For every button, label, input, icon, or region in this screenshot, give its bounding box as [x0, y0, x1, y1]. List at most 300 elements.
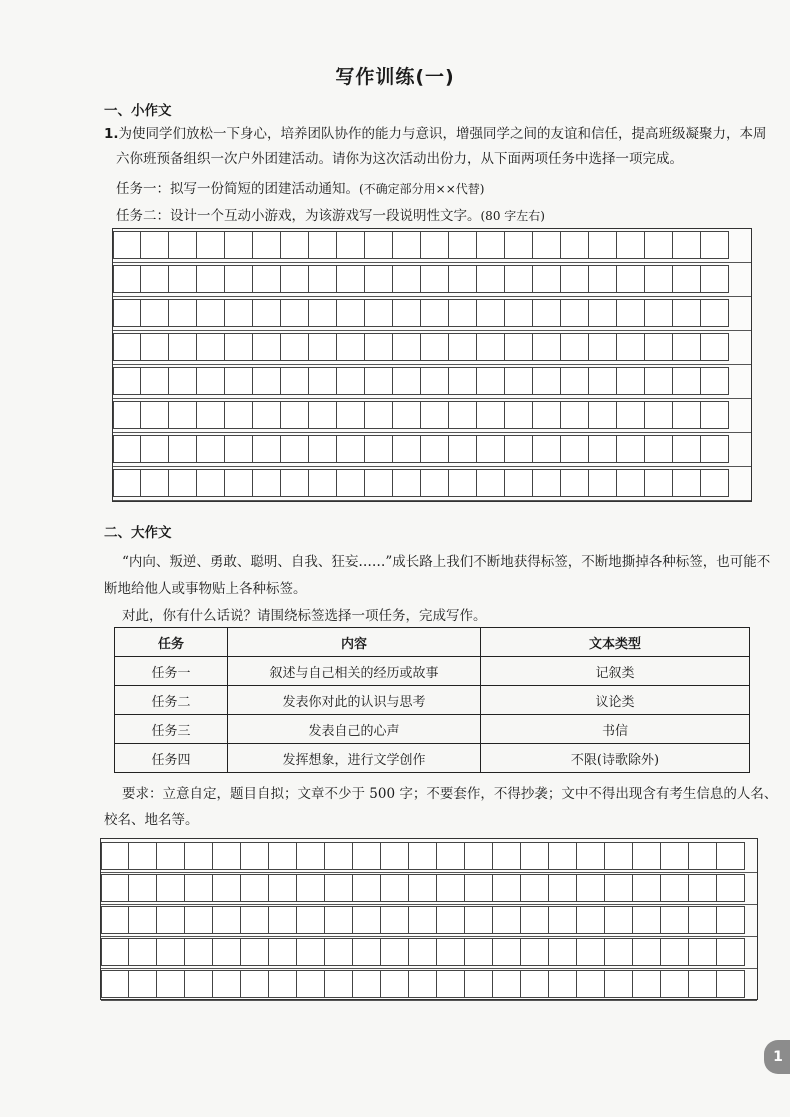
- grid-cell[interactable]: [141, 333, 169, 361]
- grid-cell[interactable]: [309, 469, 337, 497]
- grid-cell[interactable]: [325, 970, 353, 998]
- grid-cell[interactable]: [101, 842, 129, 870]
- grid-cell[interactable]: [421, 299, 449, 327]
- grid-cell[interactable]: [561, 299, 589, 327]
- grid-cell[interactable]: [645, 333, 673, 361]
- grid-cell[interactable]: [213, 938, 241, 966]
- grid-cell[interactable]: [297, 906, 325, 934]
- grid-cell[interactable]: [437, 842, 465, 870]
- grid-cell[interactable]: [393, 367, 421, 395]
- grid-cell[interactable]: [129, 842, 157, 870]
- grid-cell[interactable]: [409, 938, 437, 966]
- grid-cell[interactable]: [505, 435, 533, 463]
- grid-cell[interactable]: [169, 401, 197, 429]
- grid-cell[interactable]: [605, 970, 633, 998]
- grid-cell[interactable]: [213, 874, 241, 902]
- grid-cell[interactable]: [549, 906, 577, 934]
- grid-cell[interactable]: [141, 401, 169, 429]
- grid-cell[interactable]: [617, 401, 645, 429]
- grid-cell[interactable]: [169, 435, 197, 463]
- grid-cell[interactable]: [129, 938, 157, 966]
- grid-row: [101, 970, 745, 998]
- grid-cell[interactable]: [673, 231, 701, 259]
- grid-cell[interactable]: [225, 231, 253, 259]
- grid-cell[interactable]: [409, 970, 437, 998]
- grid-cell[interactable]: [561, 367, 589, 395]
- grid-cell[interactable]: [169, 333, 197, 361]
- grid-cell[interactable]: [701, 299, 729, 327]
- grid-cell[interactable]: [689, 970, 717, 998]
- grid-cell[interactable]: [197, 299, 225, 327]
- grid-cell[interactable]: [465, 842, 493, 870]
- grid-cell[interactable]: [521, 938, 549, 966]
- grid-cell[interactable]: [197, 231, 225, 259]
- grid-cell[interactable]: [673, 401, 701, 429]
- grid-cell[interactable]: [421, 401, 449, 429]
- grid-cell[interactable]: [589, 435, 617, 463]
- grid-cell[interactable]: [309, 231, 337, 259]
- grid-cell[interactable]: [449, 265, 477, 293]
- grid-cell[interactable]: [325, 938, 353, 966]
- grid-cell[interactable]: [241, 874, 269, 902]
- grid-cell[interactable]: [269, 874, 297, 902]
- grid-cell[interactable]: [325, 874, 353, 902]
- grid-cell[interactable]: [549, 874, 577, 902]
- grid-cell[interactable]: [253, 469, 281, 497]
- grid-cell[interactable]: [505, 401, 533, 429]
- grid-cell[interactable]: [633, 938, 661, 966]
- writing-grid-large[interactable]: [100, 838, 758, 1000]
- grid-cell[interactable]: [141, 299, 169, 327]
- grid-cell[interactable]: [281, 299, 309, 327]
- grid-cell[interactable]: [381, 874, 409, 902]
- grid-cell[interactable]: [589, 299, 617, 327]
- grid-cell[interactable]: [141, 231, 169, 259]
- grid-cell[interactable]: [633, 874, 661, 902]
- grid-cell[interactable]: [645, 299, 673, 327]
- grid-cell[interactable]: [393, 401, 421, 429]
- grid-cell[interactable]: [365, 299, 393, 327]
- grid-cell[interactable]: [589, 469, 617, 497]
- grid-cell[interactable]: [393, 435, 421, 463]
- grid-cell[interactable]: [169, 469, 197, 497]
- grid-cell[interactable]: [673, 469, 701, 497]
- grid-cell[interactable]: [521, 970, 549, 998]
- grid-cell[interactable]: [113, 367, 141, 395]
- grid-cell[interactable]: [197, 333, 225, 361]
- grid-cell[interactable]: [477, 435, 505, 463]
- grid-cell[interactable]: [673, 435, 701, 463]
- grid-cell[interactable]: [673, 333, 701, 361]
- grid-cell[interactable]: [633, 842, 661, 870]
- grid-cell[interactable]: [505, 367, 533, 395]
- grid-cell[interactable]: [701, 435, 729, 463]
- grid-cell[interactable]: [465, 906, 493, 934]
- grid-cell[interactable]: [297, 842, 325, 870]
- grid-cell[interactable]: [533, 231, 561, 259]
- grid-cell[interactable]: [129, 874, 157, 902]
- grid-cell[interactable]: [645, 401, 673, 429]
- grid-cell[interactable]: [309, 367, 337, 395]
- grid-cell[interactable]: [617, 333, 645, 361]
- grid-cell[interactable]: [113, 435, 141, 463]
- grid-cell[interactable]: [561, 435, 589, 463]
- grid-cell[interactable]: [393, 231, 421, 259]
- grid-cell[interactable]: [225, 265, 253, 293]
- grid-cell[interactable]: [337, 299, 365, 327]
- grid-cell[interactable]: [577, 938, 605, 966]
- grid-cell[interactable]: [561, 401, 589, 429]
- grid-cell[interactable]: [381, 842, 409, 870]
- grid-cell[interactable]: [661, 938, 689, 966]
- grid-cell[interactable]: [717, 906, 745, 934]
- grid-cell[interactable]: [365, 469, 393, 497]
- grid-cell[interactable]: [477, 231, 505, 259]
- grid-cell[interactable]: [421, 367, 449, 395]
- grid-cell[interactable]: [309, 299, 337, 327]
- grid-cell[interactable]: [269, 938, 297, 966]
- grid-cell[interactable]: [113, 469, 141, 497]
- content-cell: 发表你对此的认识与思考: [228, 686, 481, 715]
- grid-cell[interactable]: [169, 367, 197, 395]
- grid-cell[interactable]: [281, 401, 309, 429]
- grid-cell[interactable]: [101, 906, 129, 934]
- grid-cell[interactable]: [521, 874, 549, 902]
- grid-cell[interactable]: [185, 874, 213, 902]
- grid-cell[interactable]: [169, 299, 197, 327]
- grid-cell[interactable]: [437, 874, 465, 902]
- grid-cell[interactable]: [353, 842, 381, 870]
- grid-cell[interactable]: [449, 435, 477, 463]
- grid-cell[interactable]: [661, 874, 689, 902]
- grid-cell[interactable]: [493, 906, 521, 934]
- grid-cell[interactable]: [281, 231, 309, 259]
- grid-cell[interactable]: [717, 970, 745, 998]
- grid-cell[interactable]: [449, 231, 477, 259]
- grid-cell[interactable]: [281, 367, 309, 395]
- grid-cell[interactable]: [225, 401, 253, 429]
- grid-cell[interactable]: [505, 231, 533, 259]
- grid-cell[interactable]: [169, 231, 197, 259]
- grid-cell[interactable]: [645, 469, 673, 497]
- grid-cell[interactable]: [365, 265, 393, 293]
- grid-cell[interactable]: [241, 906, 269, 934]
- grid-cell[interactable]: [589, 367, 617, 395]
- grid-cell[interactable]: [437, 906, 465, 934]
- grid-cell[interactable]: [309, 333, 337, 361]
- grid-cell[interactable]: [661, 842, 689, 870]
- grid-cell[interactable]: [381, 970, 409, 998]
- grid-cell[interactable]: [393, 333, 421, 361]
- grid-cell[interactable]: [605, 842, 633, 870]
- grid-cell[interactable]: [169, 265, 197, 293]
- grid-cell[interactable]: [701, 265, 729, 293]
- grid-cell[interactable]: [549, 842, 577, 870]
- grid-cell[interactable]: [421, 231, 449, 259]
- grid-cell[interactable]: [421, 469, 449, 497]
- grid-cell[interactable]: [589, 333, 617, 361]
- grid-cell[interactable]: [701, 367, 729, 395]
- grid-cell[interactable]: [393, 469, 421, 497]
- grid-cell[interactable]: [225, 367, 253, 395]
- grid-cell[interactable]: [197, 435, 225, 463]
- grid-cell[interactable]: [337, 435, 365, 463]
- grid-cell[interactable]: [589, 265, 617, 293]
- grid-cell[interactable]: [549, 938, 577, 966]
- grid-cell[interactable]: [605, 906, 633, 934]
- grid-cell[interactable]: [393, 265, 421, 293]
- grid-cell[interactable]: [269, 906, 297, 934]
- grid-cell[interactable]: [337, 265, 365, 293]
- grid-cell[interactable]: [241, 970, 269, 998]
- grid-cell[interactable]: [241, 938, 269, 966]
- grid-cell[interactable]: [197, 401, 225, 429]
- grid-cell[interactable]: [297, 874, 325, 902]
- grid-cell[interactable]: [185, 842, 213, 870]
- grid-cell[interactable]: [129, 970, 157, 998]
- grid-cell[interactable]: [617, 367, 645, 395]
- grid-cell[interactable]: [213, 906, 241, 934]
- grid-cell[interactable]: [225, 469, 253, 497]
- grid-cell[interactable]: [393, 299, 421, 327]
- grid-cell[interactable]: [337, 401, 365, 429]
- grid-cell[interactable]: [577, 906, 605, 934]
- grid-cell[interactable]: [365, 333, 393, 361]
- grid-cell[interactable]: [253, 265, 281, 293]
- grid-cell[interactable]: [533, 333, 561, 361]
- grid-cell[interactable]: [717, 938, 745, 966]
- grid-cell[interactable]: [157, 970, 185, 998]
- grid-cell[interactable]: [533, 469, 561, 497]
- grid-cell[interactable]: [281, 265, 309, 293]
- grid-cell[interactable]: [197, 367, 225, 395]
- grid-cell[interactable]: [717, 842, 745, 870]
- grid-cell[interactable]: [617, 299, 645, 327]
- grid-cell[interactable]: [689, 906, 717, 934]
- grid-cell[interactable]: [605, 874, 633, 902]
- grid-cell[interactable]: [605, 938, 633, 966]
- grid-cell[interactable]: [337, 333, 365, 361]
- grid-cell[interactable]: [381, 938, 409, 966]
- grid-cell[interactable]: [617, 435, 645, 463]
- grid-cell[interactable]: [253, 299, 281, 327]
- grid-cell[interactable]: [465, 938, 493, 966]
- grid-cell[interactable]: [633, 906, 661, 934]
- grid-cell[interactable]: [521, 906, 549, 934]
- grid-cell[interactable]: [353, 906, 381, 934]
- grid-cell[interactable]: [253, 367, 281, 395]
- grid-cell[interactable]: [533, 299, 561, 327]
- grid-cell[interactable]: [493, 842, 521, 870]
- grid-cell[interactable]: [701, 469, 729, 497]
- grid-cell[interactable]: [589, 401, 617, 429]
- grid-cell[interactable]: [689, 874, 717, 902]
- grid-cell[interactable]: [197, 265, 225, 293]
- grid-cell[interactable]: [449, 367, 477, 395]
- grid-cell[interactable]: [577, 970, 605, 998]
- grid-cell[interactable]: [353, 874, 381, 902]
- grid-cell[interactable]: [253, 231, 281, 259]
- grid-cell[interactable]: [113, 401, 141, 429]
- grid-cell[interactable]: [253, 435, 281, 463]
- grid-cell[interactable]: [337, 469, 365, 497]
- header-task: 任务: [115, 628, 228, 657]
- grid-cell[interactable]: [281, 435, 309, 463]
- grid-cell[interactable]: [113, 333, 141, 361]
- grid-cell[interactable]: [365, 367, 393, 395]
- writing-grid-small[interactable]: [112, 228, 752, 502]
- grid-cell[interactable]: [253, 333, 281, 361]
- grid-cell[interactable]: [365, 231, 393, 259]
- grid-cell[interactable]: [701, 401, 729, 429]
- grid-cell[interactable]: [225, 333, 253, 361]
- grid-cell[interactable]: [477, 401, 505, 429]
- grid-cell[interactable]: [477, 265, 505, 293]
- grid-cell[interactable]: [465, 970, 493, 998]
- grid-cell[interactable]: [225, 299, 253, 327]
- grid-cell[interactable]: [297, 938, 325, 966]
- grid-cell[interactable]: [689, 938, 717, 966]
- grid-cell[interactable]: [157, 938, 185, 966]
- grid-cell[interactable]: [337, 231, 365, 259]
- grid-cell[interactable]: [549, 970, 577, 998]
- grid-cell[interactable]: [309, 401, 337, 429]
- grid-cell[interactable]: [197, 469, 225, 497]
- grid-cell[interactable]: [477, 299, 505, 327]
- grid-cell[interactable]: [297, 970, 325, 998]
- grid-cell[interactable]: [101, 874, 129, 902]
- grid-cell[interactable]: [533, 367, 561, 395]
- task1-text: 任务一：拟写一份简短的团建活动通知。: [116, 181, 359, 197]
- grid-cell[interactable]: [449, 333, 477, 361]
- grid-cell[interactable]: [141, 435, 169, 463]
- grid-cell[interactable]: [577, 842, 605, 870]
- grid-cell[interactable]: [437, 938, 465, 966]
- grid-cell[interactable]: [225, 435, 253, 463]
- grid-cell[interactable]: [309, 265, 337, 293]
- grid-cell[interactable]: [157, 906, 185, 934]
- grid-cell[interactable]: [689, 842, 717, 870]
- grid-cell[interactable]: [617, 265, 645, 293]
- grid-cell[interactable]: [449, 401, 477, 429]
- grid-cell[interactable]: [113, 265, 141, 293]
- grid-cell[interactable]: [661, 906, 689, 934]
- grid-cell[interactable]: [141, 469, 169, 497]
- grid-cell[interactable]: [157, 842, 185, 870]
- grid-cell[interactable]: [337, 367, 365, 395]
- grid-row: [113, 299, 729, 327]
- grid-cell[interactable]: [157, 874, 185, 902]
- grid-cell[interactable]: [241, 842, 269, 870]
- grid-cell[interactable]: [561, 265, 589, 293]
- grid-cell[interactable]: [269, 970, 297, 998]
- grid-cell[interactable]: [617, 469, 645, 497]
- grid-cell[interactable]: [353, 938, 381, 966]
- grid-cell[interactable]: [701, 231, 729, 259]
- grid-cell[interactable]: [185, 906, 213, 934]
- grid-cell[interactable]: [325, 842, 353, 870]
- grid-cell[interactable]: [101, 970, 129, 998]
- grid-cell[interactable]: [577, 874, 605, 902]
- grid-cell[interactable]: [365, 435, 393, 463]
- grid-cell[interactable]: [449, 469, 477, 497]
- grid-cell[interactable]: [701, 333, 729, 361]
- grid-cell[interactable]: [113, 231, 141, 259]
- grid-cell[interactable]: [533, 401, 561, 429]
- grid-cell[interactable]: [505, 299, 533, 327]
- grid-cell[interactable]: [493, 938, 521, 966]
- grid-cell[interactable]: [645, 435, 673, 463]
- grid-cell[interactable]: [493, 874, 521, 902]
- grid-cell[interactable]: [113, 299, 141, 327]
- grid-cell[interactable]: [505, 469, 533, 497]
- grid-cell[interactable]: [281, 333, 309, 361]
- grid-cell[interactable]: [465, 874, 493, 902]
- grid-cell[interactable]: [309, 435, 337, 463]
- grid-cell[interactable]: [281, 469, 309, 497]
- grid-cell[interactable]: [505, 333, 533, 361]
- grid-cell[interactable]: [269, 842, 297, 870]
- grid-cell[interactable]: [477, 333, 505, 361]
- grid-cell[interactable]: [421, 333, 449, 361]
- grid-cell[interactable]: [101, 938, 129, 966]
- grid-cell[interactable]: [141, 367, 169, 395]
- grid-cell[interactable]: [421, 265, 449, 293]
- grid-cell[interactable]: [533, 435, 561, 463]
- grid-cell[interactable]: [477, 367, 505, 395]
- grid-cell[interactable]: [493, 970, 521, 998]
- grid-cell[interactable]: [661, 970, 689, 998]
- grid-cell[interactable]: [645, 265, 673, 293]
- grid-cell[interactable]: [645, 367, 673, 395]
- grid-cell[interactable]: [213, 842, 241, 870]
- grid-cell[interactable]: [673, 265, 701, 293]
- grid-cell[interactable]: [381, 906, 409, 934]
- grid-cell[interactable]: [353, 970, 381, 998]
- grid-row-divider: [113, 466, 751, 467]
- grid-cell[interactable]: [129, 906, 157, 934]
- grid-cell[interactable]: [409, 842, 437, 870]
- grid-cell[interactable]: [521, 842, 549, 870]
- grid-cell[interactable]: [505, 265, 533, 293]
- grid-cell[interactable]: [449, 299, 477, 327]
- grid-cell[interactable]: [253, 401, 281, 429]
- grid-cell[interactable]: [633, 970, 661, 998]
- grid-cell[interactable]: [533, 265, 561, 293]
- grid-cell[interactable]: [185, 938, 213, 966]
- grid-cell[interactable]: [409, 874, 437, 902]
- grid-cell[interactable]: [365, 401, 393, 429]
- grid-cell[interactable]: [477, 469, 505, 497]
- grid-cell[interactable]: [673, 367, 701, 395]
- grid-cell[interactable]: [561, 333, 589, 361]
- grid-cell[interactable]: [185, 970, 213, 998]
- grid-cell[interactable]: [421, 435, 449, 463]
- grid-cell[interactable]: [213, 970, 241, 998]
- grid-cell[interactable]: [617, 231, 645, 259]
- grid-cell[interactable]: [437, 970, 465, 998]
- grid-cell[interactable]: [645, 231, 673, 259]
- grid-row-divider: [113, 364, 751, 365]
- grid-cell[interactable]: [589, 231, 617, 259]
- grid-cell[interactable]: [717, 874, 745, 902]
- grid-cell[interactable]: [673, 299, 701, 327]
- grid-cell[interactable]: [561, 469, 589, 497]
- grid-cell[interactable]: [141, 265, 169, 293]
- grid-cell[interactable]: [561, 231, 589, 259]
- grid-cell[interactable]: [325, 906, 353, 934]
- grid-cell[interactable]: [409, 906, 437, 934]
